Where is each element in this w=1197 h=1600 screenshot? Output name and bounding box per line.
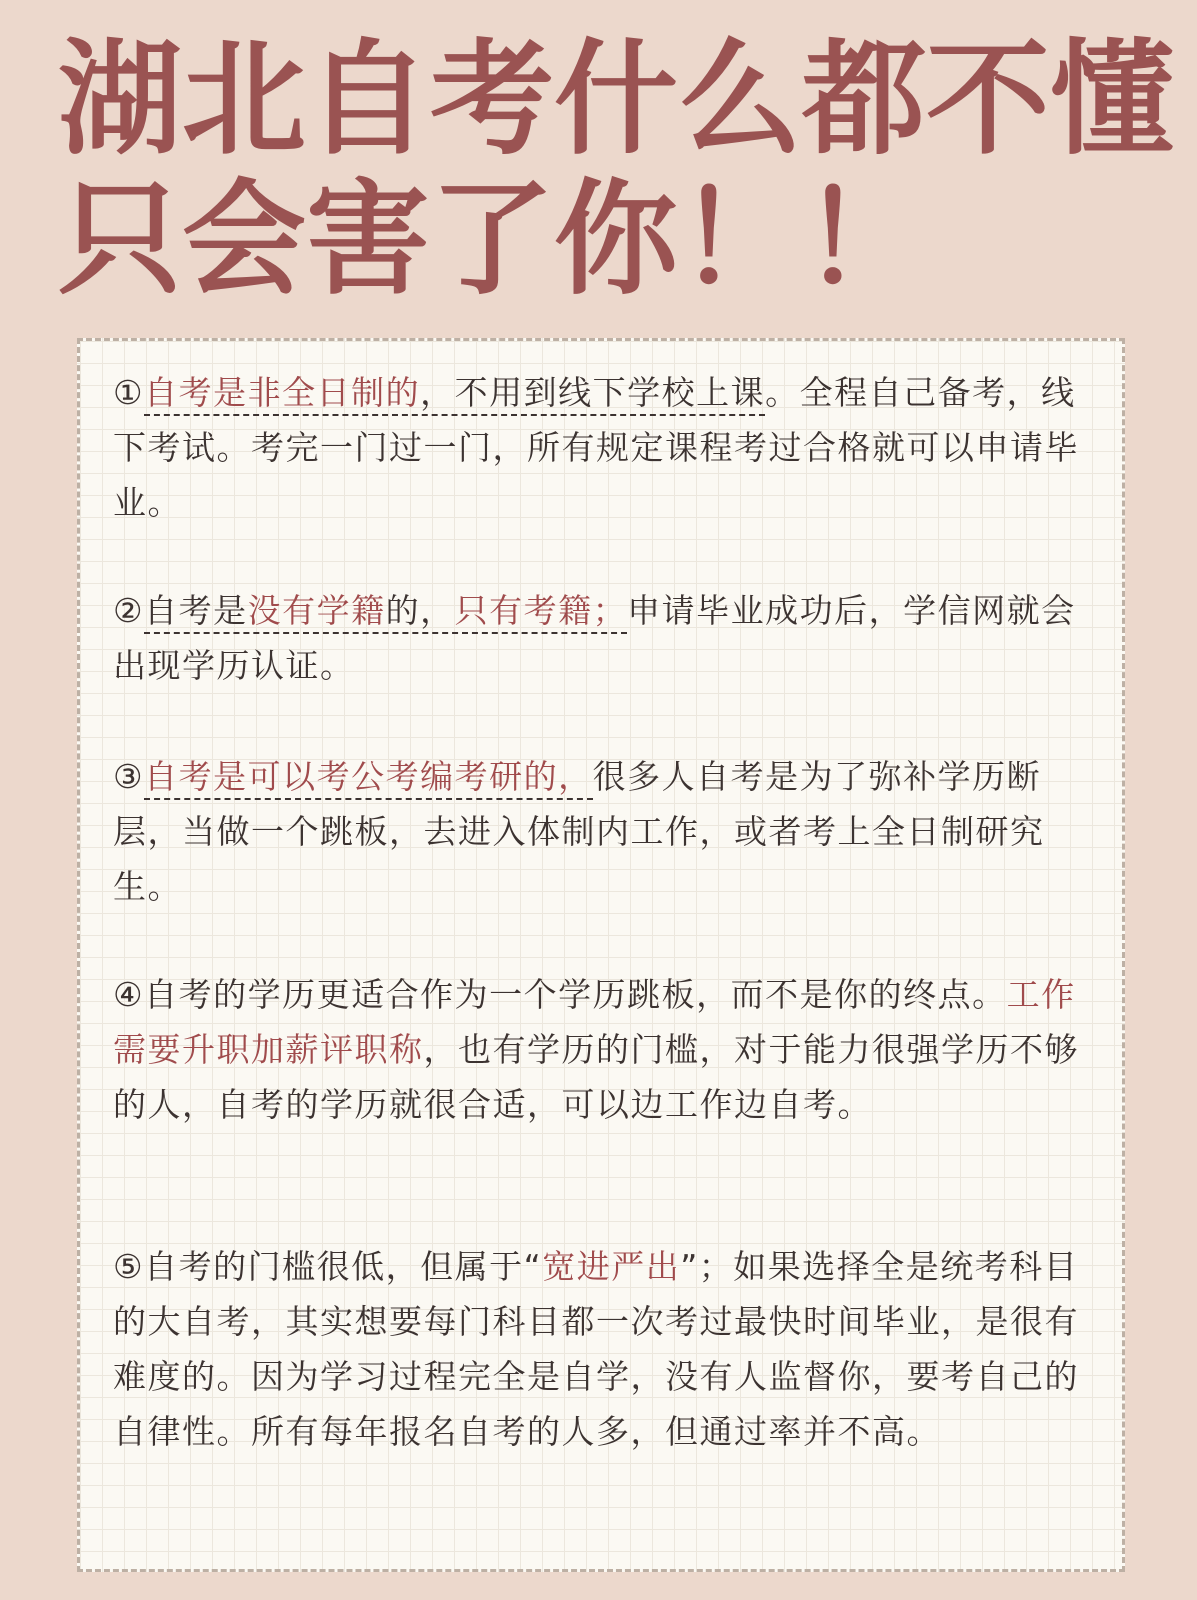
- paragraph-3-number: ③: [113, 757, 145, 796]
- paragraph-1-highlight: 自考是非全日制的: [144, 373, 421, 412]
- page-title-line-2: 只会害了你！！: [58, 167, 927, 312]
- paragraph-3-highlight: 自考是可以考公考编考研的，: [144, 757, 593, 800]
- paragraph-4: [113, 967, 1098, 1132]
- paragraph-2-text-a: 自考是: [144, 591, 248, 630]
- paragraph-4-number: ④: [113, 975, 145, 1014]
- paragraph-5-number: ⑤: [113, 1247, 145, 1286]
- paragraph-1-text: 。全程自己备考，线下考试。考完一门过一门，所有规定课程考过合格就可以申请毕业。: [113, 373, 1079, 522]
- paragraph-2-text-b: 的，: [385, 591, 455, 630]
- paragraph-5-text: ”；如果选择全是统考科目的大自考，其实想要每门科目都一次考过最快时间毕业，是很有难度的。因为学习过程完全是自学，没有人监督你，要考自己的自律性。所有每年报名自考的人多，但通过率并不高。: [113, 1247, 1079, 1451]
- paragraph-2: [113, 583, 1098, 693]
- paragraph-2-text: 申请毕业成功后，学信网就会出现学历认证。: [113, 591, 1076, 685]
- paragraph-1-number: ①: [113, 373, 145, 412]
- paragraph-4-text: ，也有学历的门槛，对于能力很强学历不够的人，自考的学历就很合适，可以边工作边自考。: [113, 1030, 1079, 1124]
- paragraph-4-text-a: 自考的学历更适合作为一个学历跳板，而不是你的终点。: [144, 975, 1007, 1014]
- paragraph-5-highlight: 宽进严出: [542, 1247, 681, 1286]
- paragraph-2-highlight-1: 没有学籍: [247, 591, 386, 630]
- paragraph-4-highlight: 工作需要升职加薪评职称: [113, 975, 1076, 1069]
- paragraph-5: [113, 1239, 1098, 1459]
- paragraph-1-underlined-text: ，不用到线下学校上课: [420, 373, 766, 412]
- page-title-line-1: 湖北自考什么都不懂: [58, 27, 1175, 172]
- paragraph-1-underlined: [144, 373, 765, 416]
- paragraph-2-underlined: [144, 591, 627, 634]
- content-card: [77, 338, 1125, 1572]
- paragraph-1: [113, 365, 1098, 530]
- paragraph-2-number: ②: [113, 591, 145, 630]
- paragraph-5-text-a: 自考的门槛很低，但属于“: [144, 1247, 543, 1286]
- paragraph-2-highlight-2: 只有考籍；: [454, 591, 628, 630]
- paragraph-3: [113, 749, 1098, 914]
- paragraph-3-text: 很多人自考是为了弥补学历断层，当做一个跳板，去进入体制内工作，或者考上全日制研究生。: [113, 757, 1045, 906]
